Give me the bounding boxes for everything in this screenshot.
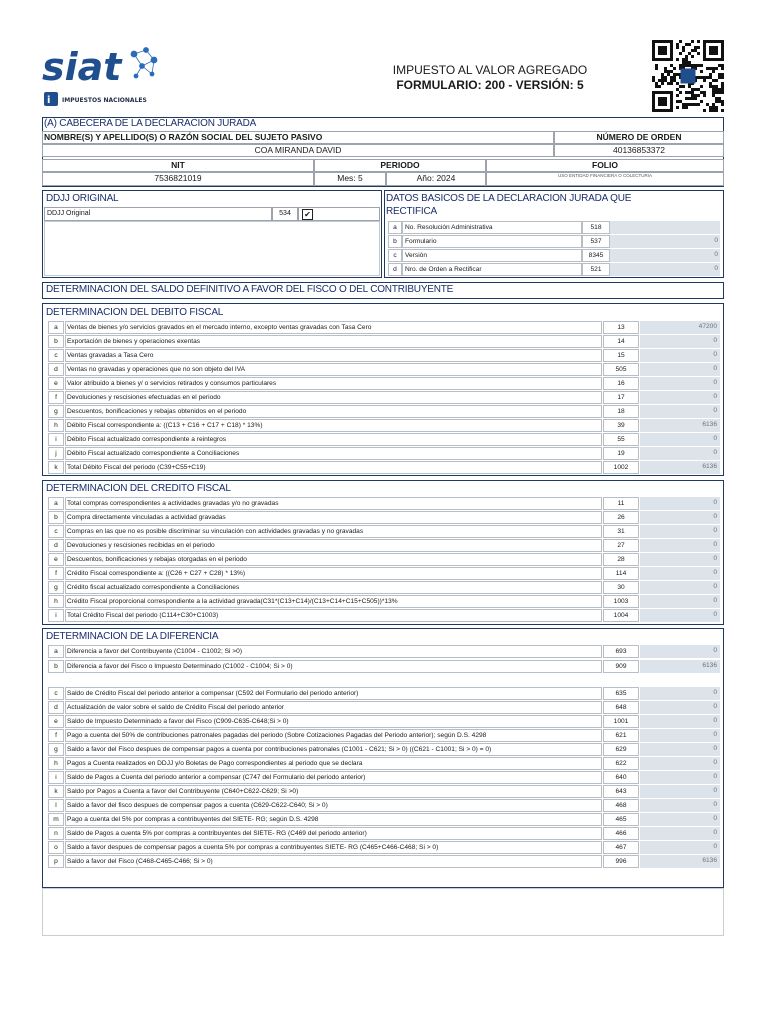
row-description: Saldo de Pagos a cuenta 5% por compras a contribuyentes del SIETE- RG (C469 del periodo anterior)	[65, 827, 602, 840]
row-code: 467	[603, 841, 639, 854]
row-amount[interactable]: 0	[640, 433, 720, 446]
qr-code	[652, 40, 724, 112]
row-letter: g	[48, 743, 64, 756]
row-description: Exportación de bienes y operaciones exentas	[65, 335, 602, 348]
row-description: Pago a cuenta del 50% de contribuciones patronales pagadas del periodo (Sobre Cotizaciones Pagadas del Periodo anterior); según D.S. 4298	[65, 729, 602, 742]
row-letter: b	[48, 511, 64, 524]
row-code: 468	[603, 799, 639, 812]
orden-value: 40136853372	[554, 144, 724, 157]
rectifica-value[interactable]: 0	[610, 249, 720, 262]
rectifica-letter: a	[388, 221, 402, 234]
row-letter: e	[48, 553, 64, 566]
row-amount[interactable]: 0	[640, 813, 720, 826]
row-code: 1003	[603, 595, 639, 608]
row-code: 55	[603, 433, 639, 446]
row-description: Ventas de bienes y/o servicios gravados en el mercado interno, excepto ventas gravadas con Tasa Cero	[65, 321, 602, 334]
row-letter: n	[48, 827, 64, 840]
row-description: Saldo a favor despues de compensar pagos a cuenta 5% por compras a contribuyentes SIETE- RG (C465+C466-C468; Si > 0)	[65, 841, 602, 854]
row-description: Ventas gravadas a Tasa Cero	[65, 349, 602, 362]
row-letter: f	[48, 567, 64, 580]
row-description: Diferencia a favor del Contribuyente (C1004 - C1002; Si >0)	[65, 645, 602, 658]
credito-row	[48, 609, 720, 623]
diferencia-row	[48, 841, 720, 855]
rectifica-label: No. Resolución Administrativa	[402, 221, 582, 234]
row-amount[interactable]: 0	[640, 497, 720, 510]
rectifica-code: 518	[582, 221, 610, 234]
row-amount[interactable]: 0	[640, 553, 720, 566]
row-description: Descuentos, bonificaciones y rebajas obtenidos en el periodo	[65, 405, 602, 418]
nombre-label: NOMBRE(S) Y APELLIDO(S) O RAZÓN SOCIAL DEL SUJETO PASIVO	[42, 131, 554, 144]
row-letter: e	[48, 377, 64, 390]
row-code: 17	[603, 391, 639, 404]
row-description: Crédito Fiscal proporcional correspondiente a la actividad gravada(C31*(C13+C14)/(C13+C14+C15+C505))*13%	[65, 595, 602, 608]
ddjj-check-cell	[298, 207, 380, 221]
row-amount[interactable]: 0	[640, 363, 720, 376]
row-letter: i	[48, 433, 64, 446]
debito-row	[48, 433, 720, 447]
row-description: Pago a cuenta del 5% por compras a contribuyentes del SIETE- RG; según D.S. 4298	[65, 813, 602, 826]
debito-row	[48, 405, 720, 419]
row-description: Saldo por Pagos a Cuenta a favor del Contribuyente (C640+C622-C629; Si >0)	[65, 785, 602, 798]
rectifica-value[interactable]	[610, 221, 720, 234]
row-description: Valor atribuido a bienes y/ o servicios retirados y consumos particulares	[65, 377, 602, 390]
credito-row	[48, 567, 720, 581]
form-title: IMPUESTO AL VALOR AGREGADO	[392, 63, 588, 77]
rectifica-label: Nro. de Orden a Rectificar	[402, 263, 582, 276]
ddjj-checkbox[interactable]: ✔	[302, 209, 313, 220]
debito-row	[48, 335, 720, 349]
row-code: 39	[603, 419, 639, 432]
row-code: 621	[603, 729, 639, 742]
row-description: Saldo a favor del Fisco (C468-C465-C466; Si > 0)	[65, 855, 602, 868]
diferencia-row	[48, 785, 720, 799]
row-description: Débito Fiscal correspondiente a: ((C13 + C16 + C17 + C18) * 13%)	[65, 419, 602, 432]
row-amount[interactable]: 0	[640, 511, 720, 524]
nit-value: 7536821019	[42, 172, 314, 186]
row-code: 909	[603, 660, 639, 673]
rectifica-value[interactable]: 0	[610, 263, 720, 276]
row-description: Devoluciones y rescisiones efectuadas en el periodo	[65, 391, 602, 404]
row-description: Actualización de valor sobre el saldo de Crédito Fiscal del periodo anterior	[65, 701, 602, 714]
folio-label: FOLIO	[486, 159, 724, 172]
rectifica-label: Versión	[402, 249, 582, 262]
row-letter: c	[48, 525, 64, 538]
debito-row	[48, 349, 720, 363]
row-description: Compra directamente vinculadas a actividad gravadas	[65, 511, 602, 524]
ddjj-title: DDJJ ORIGINAL	[46, 193, 119, 204]
cabecera-title: (A) CABECERA DE LA DECLARACION JURADA	[44, 118, 257, 129]
credito-row	[48, 525, 720, 539]
row-code: 30	[603, 581, 639, 594]
row-description: Compras en las que no es posible discriminar su vinculación con actividades gravadas y no gravadas	[65, 525, 602, 538]
rectifica-code: 521	[582, 263, 610, 276]
row-letter: a	[48, 645, 64, 658]
rectifica-title-line2: RECTIFICA	[386, 206, 437, 217]
credito-row	[48, 581, 720, 595]
row-code: 18	[603, 405, 639, 418]
debito-row	[48, 461, 720, 475]
row-letter: h	[48, 419, 64, 432]
svg-text:i: i	[47, 95, 51, 106]
diferencia-row	[48, 757, 720, 771]
credito-row	[48, 553, 720, 567]
row-amount[interactable]: 0	[640, 827, 720, 840]
nombre-value: COA MIRANDA DAVID	[42, 144, 554, 157]
diferencia-row	[48, 660, 720, 674]
debito-row	[48, 447, 720, 461]
row-description: Crédito Fiscal correspondiente a: ((C26 + C27 + C28) * 13%)	[65, 567, 602, 580]
row-letter: m	[48, 813, 64, 826]
diferencia-row	[48, 813, 720, 827]
row-amount[interactable]: 0	[640, 539, 720, 552]
row-code: 465	[603, 813, 639, 826]
rectifica-code: 8345	[582, 249, 610, 262]
row-letter: f	[48, 391, 64, 404]
row-letter: b	[48, 335, 64, 348]
row-amount[interactable]: 0	[640, 335, 720, 348]
row-code: 19	[603, 447, 639, 460]
debito-row	[48, 377, 720, 391]
row-amount[interactable]: 0	[640, 799, 720, 812]
diferencia-row	[48, 827, 720, 841]
periodo-label: PERIODO	[314, 159, 486, 172]
row-amount[interactable]: 0	[640, 609, 720, 622]
row-code: 1004	[603, 609, 639, 622]
credito-row	[48, 511, 720, 525]
diferencia-row	[48, 715, 720, 729]
diferencia-row	[48, 771, 720, 785]
row-code: 26	[603, 511, 639, 524]
row-description: Ventas no gravadas y operaciones que no son objeto del IVA	[65, 363, 602, 376]
ddjj-label: DDJJ Original	[44, 207, 272, 221]
row-letter: o	[48, 841, 64, 854]
row-amount[interactable]: 0	[640, 757, 720, 770]
row-code: 629	[603, 743, 639, 756]
credito-row	[48, 539, 720, 553]
row-code: 466	[603, 827, 639, 840]
row-letter: h	[48, 757, 64, 770]
orden-label: NÚMERO DE ORDEN	[554, 131, 724, 144]
row-letter: p	[48, 855, 64, 868]
row-letter: h	[48, 595, 64, 608]
diferencia-row	[48, 645, 720, 659]
row-letter: i	[48, 771, 64, 784]
row-description: Total Crédito Fiscal del periodo (C114+C30+C1003)	[65, 609, 602, 622]
diferencia-row	[48, 729, 720, 743]
row-amount[interactable]: 0	[640, 447, 720, 460]
rectifica-code: 537	[582, 235, 610, 248]
row-description: Saldo de Impuesto Determinado a favor del Fisco (C909-C635-C648;Si > 0)	[65, 715, 602, 728]
row-letter: b	[48, 660, 64, 673]
nit-label: NIT	[42, 159, 314, 172]
row-code: 31	[603, 525, 639, 538]
credito-title: DETERMINACION DEL CREDITO FISCAL	[46, 483, 231, 494]
saldo-title: DETERMINACION DEL SALDO DEFINITIVO A FAVOR DEL FISCO O DEL CONTRIBUYENTE	[46, 284, 454, 295]
row-amount[interactable]: 6136	[640, 660, 720, 673]
row-letter: e	[48, 715, 64, 728]
diferencia-row	[48, 687, 720, 701]
diferencia-row	[48, 743, 720, 757]
row-description: Total compras correspondientes a actividades gravadas y/o no gravadas	[65, 497, 602, 510]
row-letter: i	[48, 609, 64, 622]
row-amount[interactable]: 0	[640, 729, 720, 742]
row-amount[interactable]: 0	[640, 377, 720, 390]
folio-note: USO ENTIDAD FINANCIERA O COLECTURIA	[486, 172, 724, 186]
row-amount[interactable]: 0	[640, 645, 720, 658]
row-code: 14	[603, 335, 639, 348]
row-code: 1002	[603, 461, 639, 474]
row-description: Saldo de Crédito Fiscal del periodo anterior a compensar (C592 del Formulario del periodo anterior)	[65, 687, 602, 700]
row-letter: c	[48, 349, 64, 362]
debito-row	[48, 419, 720, 433]
debito-row	[48, 321, 720, 335]
row-code: 11	[603, 497, 639, 510]
row-letter: k	[48, 461, 64, 474]
rectifica-letter: b	[388, 235, 402, 248]
ddjj-code: 534	[272, 207, 298, 221]
row-description: Saldo a favor del Fisco despues de compensar pagos a cuenta por contribuciones patronales (C1001 - C621; Si > 0) ((C621 - C1001; Si > 0) = 0)	[65, 743, 602, 756]
row-code: 13	[603, 321, 639, 334]
bottom-blank	[42, 888, 724, 936]
row-code: 648	[603, 701, 639, 714]
row-amount[interactable]: 0	[640, 785, 720, 798]
row-amount[interactable]: 0	[640, 687, 720, 700]
network-icon	[131, 48, 157, 79]
row-description: Total Débito Fiscal del periodo (C39+C55+C19)	[65, 461, 602, 474]
debito-title: DETERMINACION DEL DEBITO FISCAL	[46, 307, 224, 318]
row-amount[interactable]: 0	[640, 405, 720, 418]
logo-subtext: IMPUESTOS NACIONALES	[62, 97, 147, 104]
row-letter: a	[48, 321, 64, 334]
row-description: Saldo a favor del fisco despues de compensar pagos a cuenta (C629-C622-C640; Si > 0)	[65, 799, 602, 812]
diferencia-row	[48, 855, 720, 869]
siat-logo	[42, 44, 172, 110]
diferencia-title: DETERMINACION DE LA DIFERENCIA	[46, 631, 219, 642]
debito-row	[48, 363, 720, 377]
row-amount[interactable]: 0	[640, 701, 720, 714]
row-amount[interactable]: 0	[640, 771, 720, 784]
row-code: 1001	[603, 715, 639, 728]
row-letter: f	[48, 729, 64, 742]
row-description: Descuentos, bonificaciones y rebajas otorgadas en el periodo	[65, 553, 602, 566]
row-amount[interactable]: 47200	[640, 321, 720, 334]
ddjj-blank	[44, 221, 380, 276]
row-letter: d	[48, 701, 64, 714]
row-amount[interactable]: 0	[640, 525, 720, 538]
row-description: Débito Fiscal actualizado correspondiente a Conciliaciones	[65, 447, 602, 460]
row-code: 635	[603, 687, 639, 700]
row-description: Pagos a Cuenta realizados en DDJJ y/o Boletas de Pago correspondientes al periodo que se declara	[65, 757, 602, 770]
row-code: 28	[603, 553, 639, 566]
row-amount[interactable]: 6136	[640, 419, 720, 432]
row-amount[interactable]: 6136	[640, 855, 720, 868]
row-amount[interactable]: 0	[640, 841, 720, 854]
rectifica-value[interactable]: 0	[610, 235, 720, 248]
row-amount[interactable]: 0	[640, 743, 720, 756]
row-code: 996	[603, 855, 639, 868]
row-amount[interactable]: 0	[640, 715, 720, 728]
rectifica-letter: c	[388, 249, 402, 262]
row-amount[interactable]: 0	[640, 595, 720, 608]
row-code: 114	[603, 567, 639, 580]
row-code: 16	[603, 377, 639, 390]
diferencia-row	[48, 799, 720, 813]
credito-row	[48, 497, 720, 511]
row-letter: l	[48, 799, 64, 812]
row-letter: g	[48, 581, 64, 594]
row-letter: d	[48, 363, 64, 376]
row-letter: j	[48, 447, 64, 460]
row-code: 505	[603, 363, 639, 376]
row-letter: c	[48, 687, 64, 700]
row-code: 693	[603, 645, 639, 658]
row-code: 15	[603, 349, 639, 362]
row-amount[interactable]: 6136	[640, 461, 720, 474]
rectifica-title-line1: DATOS BASICOS DE LA DECLARACION JURADA QUE	[386, 193, 632, 204]
rectifica-letter: d	[388, 263, 402, 276]
rectifica-label: Formulario	[402, 235, 582, 248]
row-amount[interactable]: 0	[640, 391, 720, 404]
row-amount[interactable]: 0	[640, 567, 720, 580]
row-letter: g	[48, 405, 64, 418]
row-letter: a	[48, 497, 64, 510]
anio-value: Año: 2024	[386, 172, 486, 186]
form-version: FORMULARIO: 200 - VERSIÓN: 5	[396, 78, 584, 92]
row-code: 643	[603, 785, 639, 798]
credito-row	[48, 595, 720, 609]
row-letter: k	[48, 785, 64, 798]
diferencia-row	[48, 701, 720, 715]
row-description: Débito Fiscal actualizado correspondiente a reintegros	[65, 433, 602, 446]
row-description: Diferencia a favor del Fisco o Impuesto Determinado (C1002 - C1004; Si > 0)	[65, 660, 602, 673]
logo-text: siat	[42, 45, 122, 89]
row-code: 622	[603, 757, 639, 770]
row-code: 27	[603, 539, 639, 552]
row-letter: d	[48, 539, 64, 552]
row-amount[interactable]: 0	[640, 349, 720, 362]
row-description: Crédito fiscal actualizado correspondiente a Conciliaciones	[65, 581, 602, 594]
mes-value: Mes: 5	[314, 172, 386, 186]
debito-row	[48, 391, 720, 405]
row-description: Devoluciones y rescisiones recibidas en el periodo	[65, 539, 602, 552]
row-amount[interactable]: 0	[640, 581, 720, 594]
row-code: 640	[603, 771, 639, 784]
row-description: Saldo de Pagos a Cuenta del periodo anterior a compensar (C747 del Formulario del periodo anterior)	[65, 771, 602, 784]
